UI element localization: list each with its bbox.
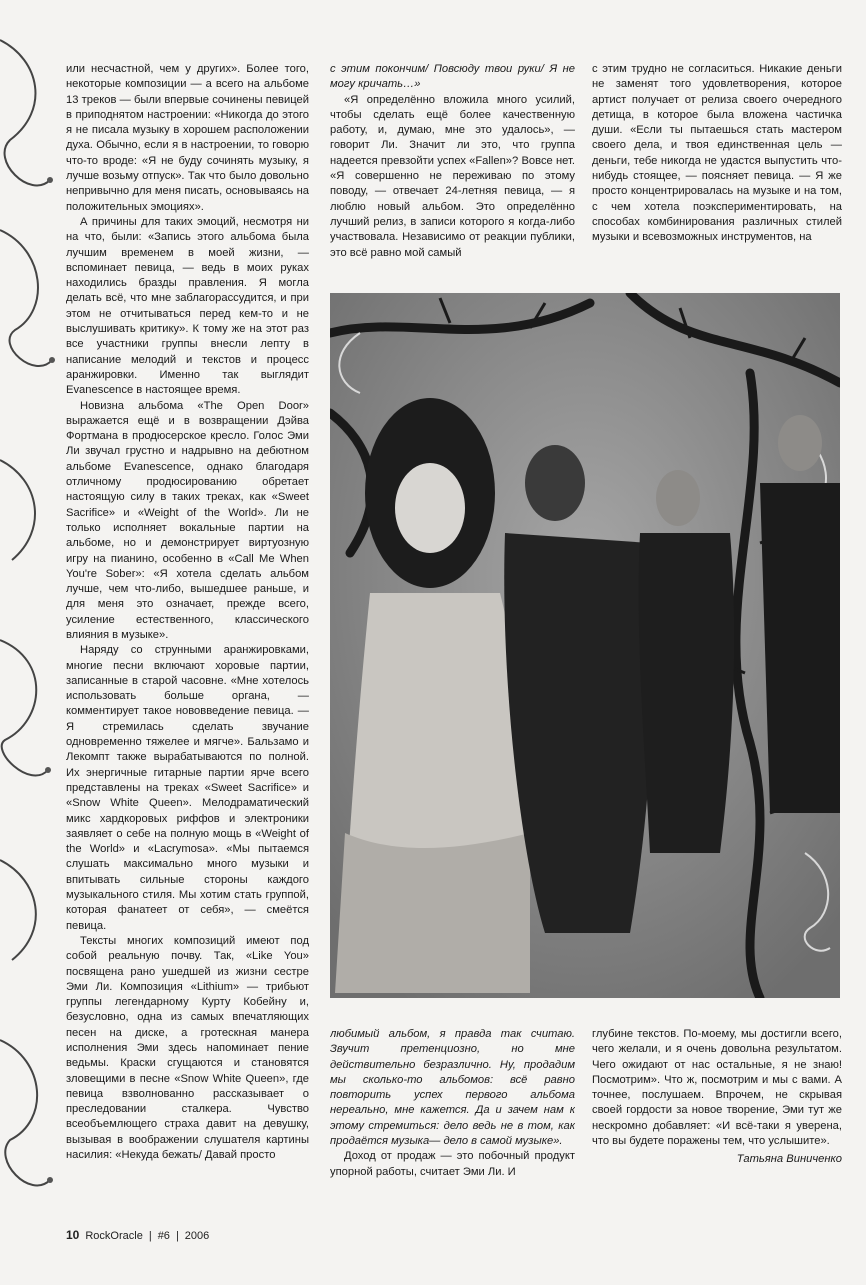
paragraph: или несчастной, чем у других». Более того, некоторые композиции — а всего на альбоме 13 треков — были впервые сочинены певицей в приподнятом настроении: «Никогда до этого я не писала музыку в хорошем расположении духа. Обычно, если я в настроении, то говорю что-то вроде: «Я не буду сочинять музыку, я лучше возьму отпуск». Так что было довольно непривычно для меня писать, основываясь на положительных эмоциях». (66, 63, 309, 213)
paragraph: Доход от продаж — это побочный продукт упорной работы, считает Эми Ли. И (330, 1150, 575, 1178)
paragraph: Тексты многих композиций имеют под собой реальную почву. Так, «Like You» посвящена рано ушедшей из жизни сестре Эми Ли. Композиция «Lithium» — трибьют группы легендарному Курту Кобейну и, безусловно, одна из самых впечатляющих песен на диске, а гротескная манера исполнения Эми здесь напоминает пение ведьмы. Краски сгущаются и становятся зловещими в песне «Snow White Queen», где певица взволнованно рассказывает о преследовании сталкера. Чувство всеобъемлющего страха давит на девушку, вызывая в воображении слушателя картины насилия: «Некуда бежать/ Давай просто (66, 934, 309, 1162)
band-photo-icon (330, 293, 840, 998)
paragraph: А причины для таких эмоций, несмотря ни на что, были: «Запись этого альбома была лучшим временем в моей жизни, — вспоминает певица, — ведь в моих руках находились бразды правления. Я могла делать всё, что мне заблагорассудится, и при этом не отчитываться перед кем-то и не выслушивать критику». К тому же на этот раз все участники группы внесли лепту в написание мелодий и текстов и процесс аранжировки. Именно так выглядит Evanescence в настоящее время. (66, 215, 309, 397)
magazine-name: RockOracle (85, 1230, 143, 1242)
article-column-middle-bottom (330, 1027, 575, 1187)
separator: | (148, 1230, 152, 1242)
author-signature: Татьяна Виниченко (736, 1153, 842, 1166)
paragraph: глубине текстов. По-моему, мы достигли всего, чего желали, и я очень довольна результатом. Чего ожидают от нас остальные, я не знаю! Посмотрим». Что ж, посмотрим и мы с вами. А точнее, послушаем. Впрочем, не скрывая своей гордости за новое творение, Эми тут же нескромно добавляет: «И всё-таки я уверена, что вы будете поражены тем, что услышите». (592, 1028, 842, 1148)
article-column-right-top (592, 62, 842, 267)
paragraph: Наряду со струнными аранжировками, многие песни включают хоровые партии, записанные в старой часовне. «Мне хотелось использовать больше органа, — комментирует такое нововведение певица. — Я стремилась сделать звучание одновременно тяжелее и мягче». Бальзамо и Лекомпт также вырабатываются по полной. Их энергичные гитарные партии ярче всего представлены на треках «Sweet Sacrifice» и «Snow White Queen». Мелодраматический микс хардкоровых риффов и электроники заявляет о себе на полную мощь в «Weight of the World» и «Lacrymosa». «Мы пытаемся слушать максимально много музыки и впитывать сильные стороны каждого музыкального стиля. Мы хотим стать группой, которая фанатеет от себя», — смеётся певица. (66, 644, 309, 932)
paragraph: с этим трудно не согласиться. Никакие деньги не заменят того удовлетворения, которое артист получает от релиза своего очередного детища, в которое была вложена частичка души. «Если ты пытаешься стать мастером своего дела, и твоя единственная цель — деньги, тебе никогда не удастся выпустить что-нибудь стоящее, — поясняет певица. — Я же просто концентрировалась на музыке и на том, с чем хотела поэкспериментировать, на способах комбинирования различных стилей музыки и всевозможных инструментов, на (592, 63, 842, 244)
page-number: 10 (66, 1228, 80, 1242)
article-column-right-bottom (592, 1027, 842, 1187)
paragraph: любимый альбом, я правда так считаю. Звучит претенциозно, но мне действительно безразлично. Ну, продадим мы сколько-то альбомов: всё равно повторить успех первого альбома нереально, мне кажется. Да и зачем нам к этому стремиться: дело ведь не в том, как продаётся музыка— дело в самой музыке». (330, 1028, 575, 1148)
swirl-ornament-left-icon (0, 0, 60, 1285)
page-footer (66, 1228, 209, 1242)
issue-number: #6 (157, 1230, 170, 1242)
article-column-middle-top (330, 62, 575, 267)
band-photo (330, 293, 840, 998)
paragraph: Новизна альбома «The Open Door» выражается ещё и в возвращении Дэйва Фортмана в продюсерское кресло. Голос Эми Ли звучал грустно и надрывно на дебютном альбоме Evanescence, однако благодаря отличному продюсированию обретает настоящую силу в таких треках, как «Sweet Sacrifice» и «Weight of the World». Ли не только исполняет вокальные партии на альбоме, но и демонстрирует виртуозную игру на пианино, особенно в «Call Me When You're Sober»: «Я хотела сделать альбом лучше, чем что-либо, вышедшее раньше, и для меня это означает, прежде всего, усиление естественного, классического влияния в музыке». (66, 399, 309, 641)
issue-year: 2006 (184, 1230, 210, 1242)
separator: | (175, 1230, 179, 1242)
paragraph: «Я определённо вложила много усилий, чтобы сделать ещё более качественную работу, и, думаю, мне это удалось», — говорит Ли. Значит ли это, что группа надеется превзойти успех «Fallen»? Вовсе нет. «Я совершенно не переживаю по этому поводу, — отвечает 24-летняя певица, — я люблю новый альбом. Это определённо лучший релиз, в записи которого я когда-либо участвовала. Независимо от реакции публики, это всё равно мой самый (330, 93, 575, 259)
article-column-left (66, 62, 309, 1190)
paragraph: с этим покончим/ Повсюду твои руки/ Я не могу кричать…» (330, 63, 575, 91)
